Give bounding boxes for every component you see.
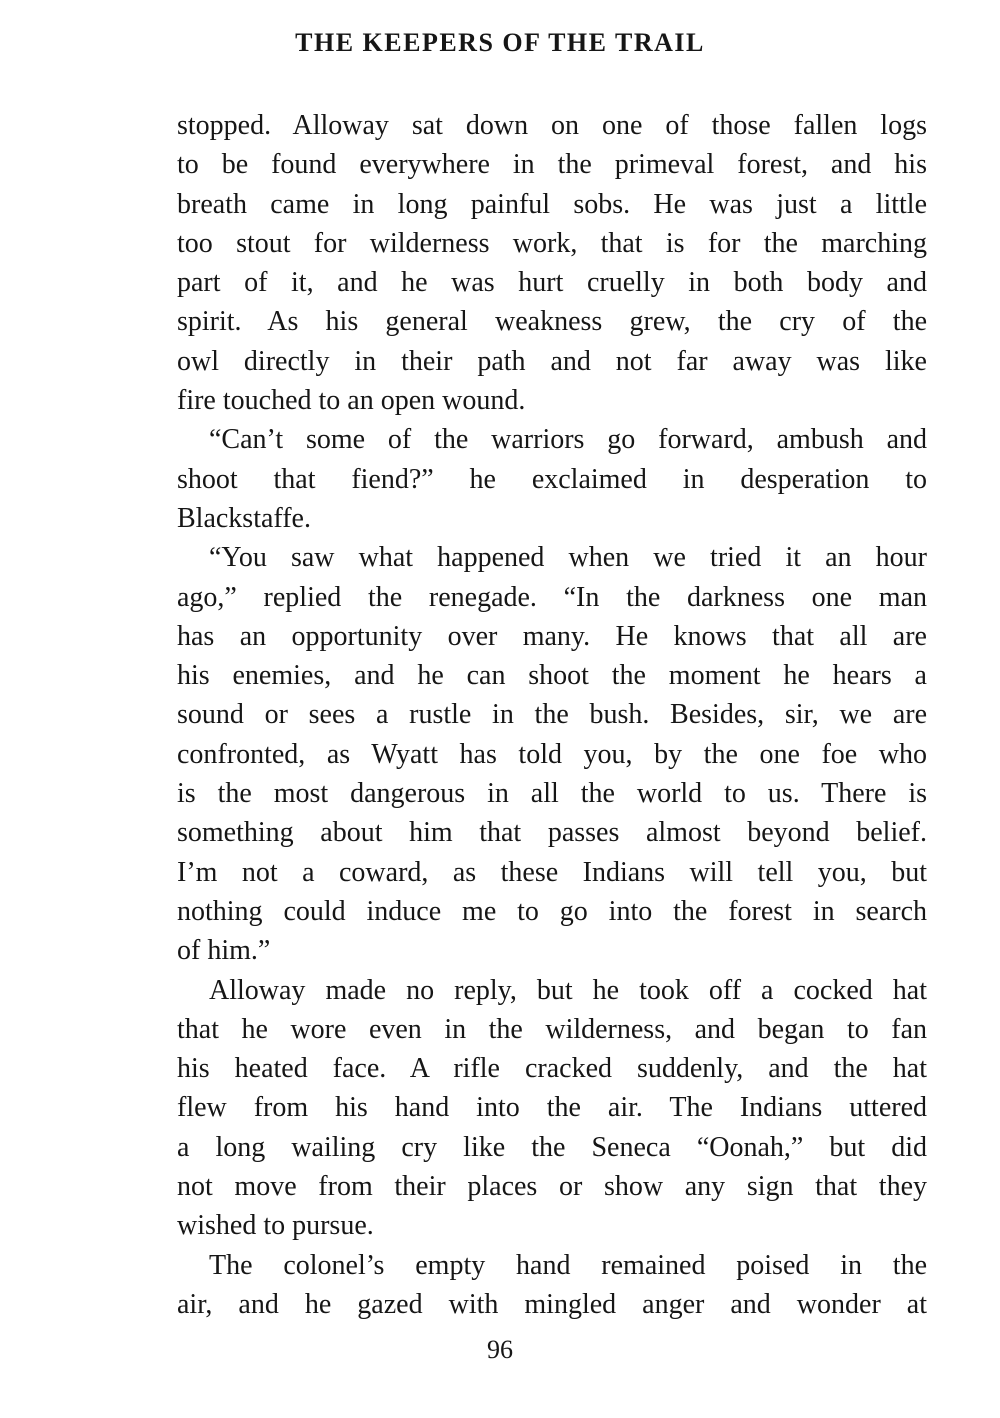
body-text: [177, 106, 927, 1324]
text-line: is the most dangerous in all the world to us. There is: [177, 778, 927, 810]
text-line: ago,” replied the renegade. “In the darkness one man: [177, 581, 927, 613]
text-line: breath came in long painful sobs. He was just a little: [177, 188, 927, 220]
text-line: of him.”: [177, 935, 271, 967]
text-line: confronted, as Wyatt has told you, by the one foe who: [177, 738, 927, 770]
text-line: “Can’t some of the warriors go forward, ambush and: [209, 424, 927, 456]
text-line: air, and he gazed with mingled anger and wonder at: [177, 1288, 927, 1320]
text-line: not move from their places or show any sign that they: [177, 1171, 927, 1203]
text-line: stopped. Alloway sat down on one of those fallen logs: [177, 110, 927, 141]
text-line: fire touched to an open wound.: [177, 385, 526, 417]
text-line: that he wore even in the wilderness, and began to fan: [177, 1013, 927, 1045]
running-head: THE KEEPERS OF THE TRAIL: [295, 28, 705, 57]
text-line: Blackstaffe.: [177, 502, 311, 534]
text-line: I’m not a coward, as these Indians will tell you, but: [177, 856, 927, 888]
page-number: 96: [487, 1335, 513, 1364]
text-line: spirit. As his general weakness grew, the cry of the: [177, 306, 927, 338]
text-line: owl directly in their path and not far away was like: [177, 345, 927, 377]
text-line: part of it, and he was hurt cruelly in both body and: [177, 267, 927, 299]
text-line: “You saw what happened when we tried it an hour: [209, 542, 927, 574]
text-line: to be found everywhere in the primeval forest, and his: [177, 149, 927, 181]
text-line: something about him that passes almost beyond belief.: [177, 817, 927, 849]
text-line: too stout for wilderness work, that is for the marching: [177, 227, 927, 259]
text-line: shoot that fiend?” he exclaimed in desperation to: [177, 463, 927, 495]
text-line: a long wailing cry like the Seneca “Oonah,” but did: [177, 1131, 927, 1163]
text-line: The colonel’s empty hand remained poised in the: [209, 1249, 927, 1281]
text-line: sound or sees a rustle in the bush. Besides, sir, we are: [177, 699, 927, 731]
text-line: nothing could induce me to go into the forest in search: [177, 895, 927, 927]
text-line: his heated face. A rifle cracked suddenly, and the hat: [177, 1053, 927, 1085]
text-line: his enemies, and he can shoot the moment he hears a: [177, 660, 927, 692]
text-line: flew from his hand into the air. The Indians uttered: [177, 1092, 927, 1124]
text-line: Alloway made no reply, but he took off a cocked hat: [209, 974, 927, 1006]
text-line: wished to pursue.: [177, 1210, 374, 1242]
text-line: has an opportunity over many. He knows that all are: [177, 620, 927, 652]
